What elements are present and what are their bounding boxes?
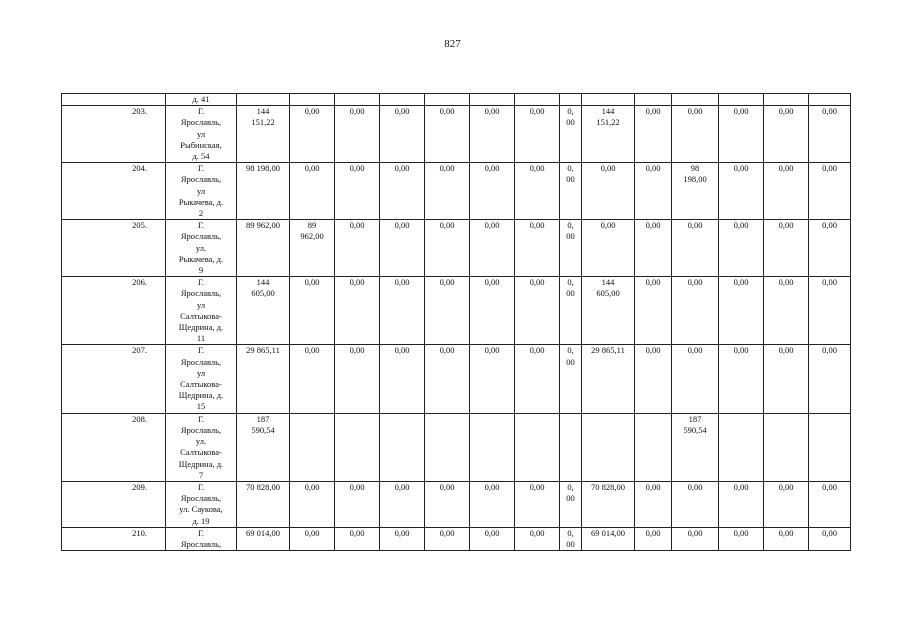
cell-c12: 0,00 <box>764 277 809 345</box>
cell-c9: 0,00 <box>635 106 672 163</box>
cell-c6: 0,00 <box>515 106 560 163</box>
cell-address: Г. Ярославль, ул Рыкачева, д. 2 <box>166 163 237 220</box>
cell-c3: 0,00 <box>380 163 425 220</box>
cell-num: 206. <box>62 277 166 345</box>
cell-address: Г. Ярославль, ул Салтыкова- Щедрина, д. 15 <box>166 345 237 413</box>
cell-c11 <box>719 413 764 481</box>
cell-address: Г. Ярославль, ул Рыбинская, д. 54 <box>166 106 237 163</box>
cell-c2: 0,00 <box>335 277 380 345</box>
cell-c4: 0,00 <box>425 481 470 527</box>
cell-c8: 70 828,00 <box>582 481 635 527</box>
cell-total: 29 865,11 <box>237 345 290 413</box>
cell-c8: 144 605,00 <box>582 277 635 345</box>
cell-c9: 0,00 <box>635 527 672 550</box>
cell-c10: 0,00 <box>672 481 719 527</box>
cell-c4: 0,00 <box>425 527 470 550</box>
cell-num: 204. <box>62 163 166 220</box>
cell-c2: 0,00 <box>335 106 380 163</box>
cell-address: Г. Ярославль, ул. Рыкачева, д. 9 <box>166 220 237 277</box>
cell-c12: 0,00 <box>764 163 809 220</box>
register-body <box>62 94 851 551</box>
cell-c13: 0,00 <box>809 345 851 413</box>
table-row <box>62 163 851 220</box>
cell-c3: 0,00 <box>380 345 425 413</box>
cell-c12: 0,00 <box>764 527 809 550</box>
cell-c4: 0,00 <box>425 277 470 345</box>
cell-c1: 0,00 <box>290 345 335 413</box>
cell-address: Г. Ярославль, ул Салтыкова- Щедрина, д. 11 <box>166 277 237 345</box>
cell-c8: 29 865,11 <box>582 345 635 413</box>
table-row <box>62 220 851 277</box>
cell-c3: 0,00 <box>380 481 425 527</box>
table-row <box>62 345 851 413</box>
cell-c6: 0,00 <box>515 277 560 345</box>
cell-c7 <box>560 413 582 481</box>
cell-c7: 0, 00 <box>560 277 582 345</box>
cell-c9: 0,00 <box>635 277 672 345</box>
cell-c8 <box>582 413 635 481</box>
cell-c12: 0,00 <box>764 345 809 413</box>
cell-c5: 0,00 <box>470 163 515 220</box>
cell-c12 <box>764 413 809 481</box>
table-row-continuation <box>62 94 851 106</box>
table-row <box>62 106 851 163</box>
cell-c10: 0,00 <box>672 527 719 550</box>
cell-c5: 0,00 <box>470 220 515 277</box>
cell-c1: 0,00 <box>290 163 335 220</box>
cell-address: Г. Ярославль, ул. Саукова, д. 19 <box>166 481 237 527</box>
cell-c10: 98 198,00 <box>672 163 719 220</box>
cell-c7: 0, 00 <box>560 163 582 220</box>
cell-c1: 0,00 <box>290 277 335 345</box>
cell-c3: 0,00 <box>380 277 425 345</box>
cell-c1: 0,00 <box>290 481 335 527</box>
cell-c8: 69 014,00 <box>582 527 635 550</box>
cell-c10: 0,00 <box>672 220 719 277</box>
cell-c3: 0,00 <box>380 106 425 163</box>
cell-c1: 89 962,00 <box>290 220 335 277</box>
cell-c1: 0,00 <box>290 106 335 163</box>
cell-c13: 0,00 <box>809 277 851 345</box>
cell-c10: 0,00 <box>672 277 719 345</box>
cell-c3 <box>380 413 425 481</box>
cell-total: 89 962,00 <box>237 220 290 277</box>
table-row <box>62 413 851 481</box>
cell-c7: 0, 00 <box>560 345 582 413</box>
cell-c3: 0,00 <box>380 220 425 277</box>
cell-address: Г. Ярославль, <box>166 527 237 550</box>
cell-c6: 0,00 <box>515 345 560 413</box>
cell-c5 <box>470 413 515 481</box>
cell-c9: 0,00 <box>635 481 672 527</box>
cell-address: д. 41 <box>166 94 237 106</box>
cell-c11: 0,00 <box>719 163 764 220</box>
cell-c5: 0,00 <box>470 527 515 550</box>
cell-c4: 0,00 <box>425 345 470 413</box>
cell-c6: 0,00 <box>515 163 560 220</box>
cell-c5: 0,00 <box>470 106 515 163</box>
table-row <box>62 481 851 527</box>
cell-c6 <box>515 413 560 481</box>
cell-c11: 0,00 <box>719 345 764 413</box>
cell-total: 144 151,22 <box>237 106 290 163</box>
cell-c10: 187 590,54 <box>672 413 719 481</box>
table-row <box>62 277 851 345</box>
cell-c1: 0,00 <box>290 527 335 550</box>
cell-c13: 0,00 <box>809 481 851 527</box>
cell-c2: 0,00 <box>335 481 380 527</box>
cell-c6: 0,00 <box>515 527 560 550</box>
cell-c13: 0,00 <box>809 220 851 277</box>
cell-c5: 0,00 <box>470 345 515 413</box>
cell-c11: 0,00 <box>719 527 764 550</box>
cell-c13: 0,00 <box>809 527 851 550</box>
cell-c13: 0,00 <box>809 106 851 163</box>
cell-c5: 0,00 <box>470 277 515 345</box>
cell-num: 210. <box>62 527 166 550</box>
table-row <box>62 527 851 550</box>
cell-c9: 0,00 <box>635 163 672 220</box>
cell-total: 144 605,00 <box>237 277 290 345</box>
cell-num: 209. <box>62 481 166 527</box>
cell-c7: 0, 00 <box>560 220 582 277</box>
cell-c6: 0,00 <box>515 481 560 527</box>
cell-c2: 0,00 <box>335 220 380 277</box>
cell-c2: 0,00 <box>335 163 380 220</box>
cell-c4 <box>425 413 470 481</box>
cell-c8: 0,00 <box>582 163 635 220</box>
cell-c9: 0,00 <box>635 345 672 413</box>
cell-c8: 0,00 <box>582 220 635 277</box>
cell-num: 207. <box>62 345 166 413</box>
cell-num <box>62 94 166 106</box>
cell-c4: 0,00 <box>425 163 470 220</box>
cell-c10: 0,00 <box>672 106 719 163</box>
cell-c3: 0,00 <box>380 527 425 550</box>
cell-c2 <box>335 413 380 481</box>
cell-total: 98 198,00 <box>237 163 290 220</box>
cell-c11: 0,00 <box>719 277 764 345</box>
cell-total: 69 014,00 <box>237 527 290 550</box>
cell-c7: 0, 00 <box>560 106 582 163</box>
cell-c7: 0, 00 <box>560 527 582 550</box>
cell-c4: 0,00 <box>425 220 470 277</box>
page-number: 827 <box>444 38 461 50</box>
cell-num: 205. <box>62 220 166 277</box>
cell-c6: 0,00 <box>515 220 560 277</box>
cell-c4: 0,00 <box>425 106 470 163</box>
cell-c9: 0,00 <box>635 220 672 277</box>
cell-total: 187 590,54 <box>237 413 290 481</box>
cell-c11: 0,00 <box>719 106 764 163</box>
cell-c12: 0,00 <box>764 481 809 527</box>
cell-c2: 0,00 <box>335 527 380 550</box>
cell-c13: 0,00 <box>809 163 851 220</box>
cell-c12: 0,00 <box>764 220 809 277</box>
cell-c8: 144 151,22 <box>582 106 635 163</box>
cell-c10: 0,00 <box>672 345 719 413</box>
cell-c12: 0,00 <box>764 106 809 163</box>
cell-c13 <box>809 413 851 481</box>
cell-c9 <box>635 413 672 481</box>
cell-total: 70 828,00 <box>237 481 290 527</box>
register-table <box>61 93 851 551</box>
cell-num: 203. <box>62 106 166 163</box>
cell-address: Г. Ярославль, ул. Салтыкова- Щедрина, д. 7 <box>166 413 237 481</box>
cell-c7: 0, 00 <box>560 481 582 527</box>
cell-num: 208. <box>62 413 166 481</box>
cell-c5: 0,00 <box>470 481 515 527</box>
cell-c11: 0,00 <box>719 481 764 527</box>
cell-c11: 0,00 <box>719 220 764 277</box>
cell-c1 <box>290 413 335 481</box>
cell-c2: 0,00 <box>335 345 380 413</box>
